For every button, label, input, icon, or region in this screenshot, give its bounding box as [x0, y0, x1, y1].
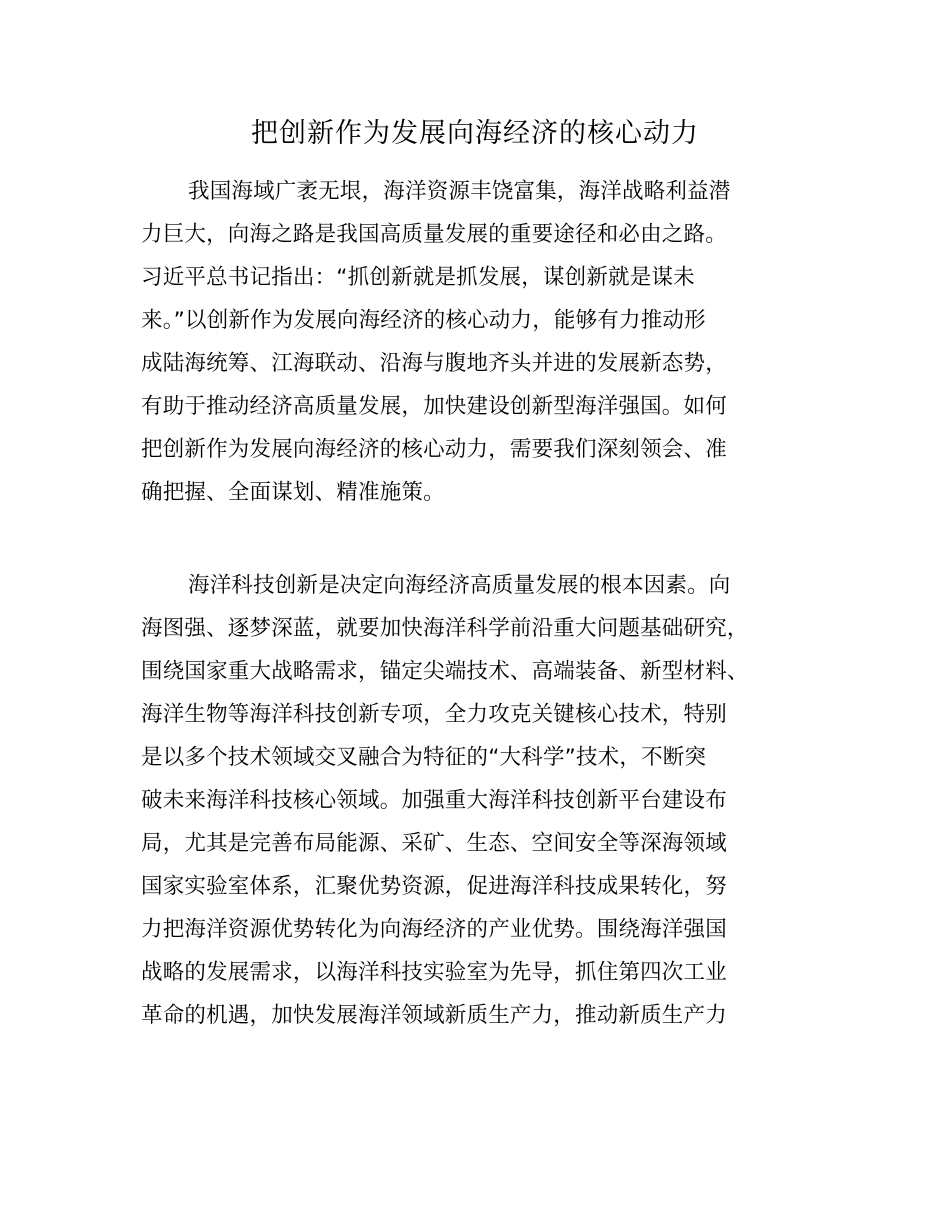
text-line: 力巨大，向海之路是我国高质量发展的重要途径和必由之路。	[141, 222, 727, 247]
text-line: 确把握、全面谋划、精准施策。	[141, 480, 445, 505]
text-line: 围绕国家重大战略需求，锚定尖端技术、高端装备、新型材料、	[141, 659, 749, 684]
text-line: 成陆海统筹、江海联动、沿海与腹地齐头并进的发展新态势，	[141, 351, 727, 376]
document-title: 把创新作为发展向海经济的核心动力	[251, 118, 699, 149]
text-line: 来。”以创新作为发展向海经济的核心动力，能够有力推动形	[141, 308, 706, 333]
text-line: 把创新作为发展向海经济的核心动力，需要我们深刻领会、准	[141, 437, 727, 462]
text-line: 我国海域广袤无垠，海洋资源丰饶富集，海洋战略利益潜	[188, 179, 731, 204]
text-line: 局，尤其是完善布局能源、采矿、生态、空间安全等深海领域	[141, 831, 727, 856]
text-line: 国家实验室体系，汇聚优势资源，促进海洋科技成果转化，努	[141, 874, 727, 899]
text-line: 海洋科技创新是决定向海经济高质量发展的根本因素。向	[188, 573, 731, 598]
text-line: 习近平总书记指出：“抓创新就是抓发展，谋创新就是谋未	[141, 265, 695, 290]
text-line: 破未来海洋科技核心领域。加强重大海洋科技创新平台建设布	[141, 788, 727, 813]
text-line: 海图强、逐梦深蓝，就要加快海洋科学前沿重大问题基础研究，	[141, 616, 749, 641]
text-line: 革命的机遇，加快发展海洋领域新质生产力，推动新质生产力	[141, 1003, 727, 1028]
text-line: 是以多个技术领域交叉融合为特征的“大科学”技术，不断突	[141, 745, 707, 770]
text-line: 有助于推动经济高质量发展，加快建设创新型海洋强国。如何	[141, 394, 727, 419]
text-line: 力把海洋资源优势转化为向海经济的产业优势。围绕海洋强国	[141, 917, 727, 942]
paragraph-2	[141, 564, 831, 1037]
text-line: 海洋生物等海洋科技创新专项，全力攻克关键核心技术，特别	[141, 702, 727, 727]
text-line: 战略的发展需求，以海洋科技实验室为先导，抓住第四次工业	[141, 960, 727, 985]
paragraph-1	[141, 170, 831, 514]
